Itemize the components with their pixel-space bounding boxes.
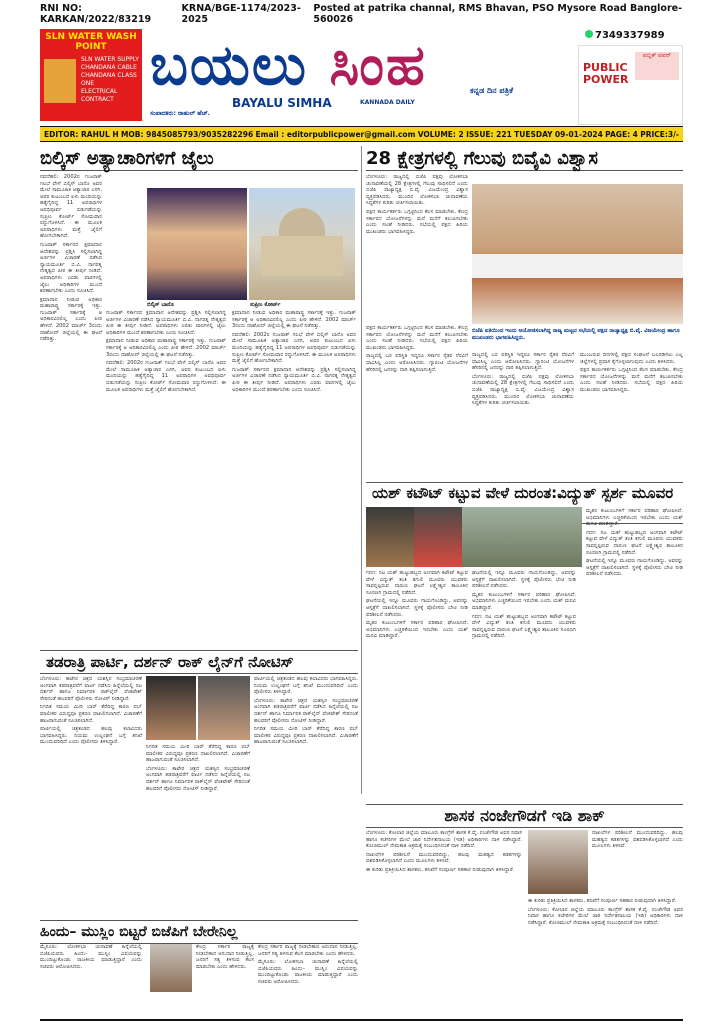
headline-bilkis: ಬಿಲ್ಕಿಸ್ ಅತ್ಯಾಚಾರಿಗಳಿಗೆ ಜೈಲು	[40, 148, 358, 171]
krna-number: KRNA/BGE-1174/2023-2025	[181, 3, 301, 25]
article-party-col3: ಪಾರ್ಟಿಯಲ್ಲಿ ಚಿತ್ರತಂಡದ ಹಲವು ಕಲಾವಿದರು ಭಾಗವಹಿಸಿದ್ದರು. ನಿಯಮ ಉಲ್ಲಂಘನೆ ಬಗ್ಗೆ ತನಿಖೆ ಮುಂದುವರಿದಿದೆ ಎಂದು ಪೊಲೀಸರು ತಿಳಿಸಿದ್ದಾರೆ. ಬೆಂಗಳೂರು: ಕಾಟೇರ ಚಿತ್ರದ ಯಶಸ್ಸಿನ ಸಂಭ್ರಮಾಚರಣೆ ಅಂಗವಾಗಿ ತಡರಾತ್ರಿವರೆಗೆ ಪಾರ್ಟಿ ನಡೆಸಿದ ಹಿನ್ನೆಲೆಯಲ್ಲಿ ನಟ ದರ್ಶನ್ ಹಾಗೂ ನಿರ್ಮಾಪಕ ರಾಕ್‌ಲೈನ್ ವೆಂಕಟೇಶ್ ಸೇರಿದಂತೆ ಹಲವರಿಗೆ ಪೊಲೀಸರು ನೋಟಿಸ್ ನೀಡಿದ್ದಾರೆ. ನಿಗದಿತ ಸಮಯ ಮೀರಿ ಬಾರ್ ತೆರೆದಿದ್ದ ಕಾರಣ ಪಬ್ ಮಾಲೀಕರ ವಿರುದ್ಧವೂ ಪ್ರಕರಣ ದಾಖಲಿಸಲಾಗಿದೆ. ವಿಚಾರಣೆಗೆ ಹಾಜರಾಗುವಂತೆ ಸೂಚಿಸಲಾಗಿದೆ.	[254, 676, 358, 746]
mobile-number: MOB: 9845085793/9035282296	[120, 129, 254, 139]
kannada-daily-tag: KANNADA DAILY	[360, 99, 415, 106]
ad-badge: ಪಬ್ಲಿಕ್ ಪವರ್	[635, 52, 679, 80]
bilkis-photo	[147, 188, 247, 300]
weekday: TUESDAY	[514, 129, 553, 139]
article-shock-col2: ದಾಖಲೆಗಳ ಪರಿಶೀಲನೆ ಮುಂದುವರಿದಿದ್ದು, ಹಲವು ಮಹತ್ವದ ಕಡತಗಳನ್ನು ವಶಪಡಿಸಿಕೊಳ್ಳಲಾಗಿದೆ ಎಂದು ಮೂಲಗಳು ತಿಳಿಸಿವೆ.	[592, 830, 683, 850]
caption-court: ಸುಪ್ರೀಂ ಕೋರ್ಟ್	[250, 302, 281, 308]
rockline-photo	[198, 676, 250, 740]
article-vote-col2: ಪಕ್ಷದ ಕಾರ್ಯಕರ್ತರು ಒಗ್ಗಟ್ಟಿನಿಂದ ಕೆಲಸ ಮಾಡಬೇಕು. ಕೇಂದ್ರ ಸರ್ಕಾರದ ಯೋಜನೆಗಳನ್ನು ಮನೆ ಮನೆಗೆ ತಲುಪಿಸಬೇಕು ಎಂದು ಸಲಹೆ ನೀಡಿದರು. ಸಭೆಯಲ್ಲಿ ಪಕ್ಷದ ಹಿರಿಯ ಮುಖಂಡರು ಭಾಗವಹಿಸಿದ್ದರು. ರಾಜ್ಯದಲ್ಲಿ ಬರ ಪರಿಸ್ಥಿತಿ ಇದ್ದರೂ ಸರ್ಕಾರ ರೈತರ ನೆರವಿಗೆ ಧಾವಿಸಿಲ್ಲ ಎಂದು ಆರೋಪಿಸಿದರು. ಗ್ಯಾರಂಟಿ ಯೋಜನೆಗಳ ಹೆಸರಿನಲ್ಲಿ ಜನರನ್ನು ದಾರಿ ತಪ್ಪಿಸಲಾಗುತ್ತಿದೆ.	[366, 325, 468, 373]
article-electric-col3: ಮೃತರ ಕುಟುಂಬಗಳಿಗೆ ಸರ್ಕಾರ ಪರಿಹಾರ ಘೋಷಿಸಿದೆ. ಅಭಿಮಾನಿಗಳು ಎಚ್ಚರಿಕೆಯಿಂದ ಇರಬೇಕು ಎಂದು ಯಶ್ ಮನವಿ ಮಾಡಿದ್ದಾರೆ. ಗದಗ: ನಟ ಯಶ್ ಹುಟ್ಟುಹಬ್ಬದ ಅಂಗವಾಗಿ ಕಟೌಟ್ ಕಟ್ಟುವ ವೇಳೆ ವಿದ್ಯುತ್ ತಂತಿ ತಗುಲಿ ಮೂವರು ಯುವಕರು ಸಾವನ್ನಪ್ಪಿರುವ ದಾರುಣ ಘಟನೆ ಲಕ್ಷ್ಮೇಶ್ವರ ತಾಲೂಕಿನ ಸೂರಣಗಿ ಗ್ರಾಮದಲ್ಲಿ ನಡೆದಿದೆ. ಘಟನೆಯಲ್ಲಿ ಇನ್ನೂ ಮೂವರು ಗಾಯಗೊಂಡಿದ್ದು, ಅವರನ್ನು ಆಸ್ಪತ್ರೆಗೆ ದಾಖಲಿಸಲಾಗಿದೆ. ಸ್ಥಳಕ್ಕೆ ಪೊಲೀಸರು ಭೇಟಿ ನೀಡಿ ಪರಿಶೀಲನೆ ನಡೆಸಿದರು.	[586, 508, 683, 578]
headline-hindu: ಹಿಂದು– ಮುಸ್ಲಿಂ ಬಿಟ್ಟರೆ ಬಿಜೆಪಿಗೆ ಬೇರೇನಿಲ್ಲ	[40, 920, 358, 944]
article-bilkis-col3: ಕ್ಷಮಾದಾನ ನೀಡುವ ಅಧಿಕಾರ ಮಹಾರಾಷ್ಟ್ರ ಸರ್ಕಾರಕ್ಕೆ ಇತ್ತು. ಗುಜರಾತ್ ಸರ್ಕಾರಕ್ಕೆ ಆ ಅಧಿಕಾರವಿರಲಿಲ್ಲ ಎಂದು ಪೀಠ ಹೇಳಿದೆ. 2002 ಮಾರ್ಚ್ 3ರಂದು ದಾಹೋದ್ ಜಿಲ್ಲೆಯಲ್ಲಿ ಈ ಘಟನೆ ನಡೆದಿತ್ತು. ನವದೆಹಲಿ: 2002ರ ಗುಜರಾತ್ ಗಲಭೆ ವೇಳೆ ಬಿಲ್ಕಿಸ್ ಬಾನೊ ಅವರ ಮೇಲೆ ಸಾಮೂಹಿಕ ಅತ್ಯಾಚಾರ ಎಸಗಿ, ಅವರ ಕುಟುಂಬದ ಏಳು ಮಂದಿಯನ್ನು ಹತ್ಯೆಗೈದಿದ್ದ 11 ಅಪರಾಧಿಗಳ ಅವಧಿಪೂರ್ವ ಬಿಡುಗಡೆಯನ್ನು ಸುಪ್ರೀಂ ಕೋರ್ಟ್ ಸೋಮವಾರ ರದ್ದುಗೊಳಿಸಿದೆ. ಈ ಮೂಲಕ ಅಪರಾಧಿಗಳು ಮತ್ತೆ ಜೈಲಿಗೆ ಹೋಗಬೇಕಾಗಿದೆ. ಗುಜರಾತ್ ಸರ್ಕಾರದ ಕ್ಷಮಾದಾನ ಆದೇಶವನ್ನು ಪ್ರಶ್ನಿಸಿ ಸಲ್ಲಿಸಲಾಗಿದ್ದ ಅರ್ಜಿಗಳ ವಿಚಾರಣೆ ನಡೆಸಿದ ನ್ಯಾಯಮೂರ್ತಿ ಬಿ.ವಿ. ನಾಗರತ್ನ ನೇತೃತ್ವದ ಪೀಠ ಈ ತೀರ್ಪು ನೀಡಿದೆ. ಅಪರಾಧಿಗಳು ಎರಡು ವಾರಗಳಲ್ಲಿ ಜೈಲು ಅಧಿಕಾರಿಗಳ ಮುಂದೆ ಶರಣಾಗಬೇಕು ಎಂದು ಸೂಚಿಸಿದೆ.	[232, 310, 356, 393]
caption-vote: ಬಿಜೆಪಿ ವತಿಯಿಂದ ಇಂದು ಆಯೋಜಿಸಲಾಗಿದ್ದ ರಾಜ್ಯ ಮಟ್ಟದ ಸಭೆಯಲ್ಲಿ ಪಕ್ಷದ ರಾಜ್ಯಾಧ್ಯಕ್ಷ ಬಿ.ವೈ. ವಿಜಯೇಂದ್ರ ಹಾಗೂ ಮುಖಂಡರು ಭಾಗವಹಿಸಿದ್ದರು.	[472, 328, 680, 341]
page-number: PAGE: 4	[605, 129, 638, 139]
headline-party: ತಡರಾತ್ರಿ ಪಾರ್ಟಿ, ದರ್ಶನ್ ರಾಕ್ ಲೈನ್‌ಗೆ ನೋಟಿಸ್	[40, 650, 358, 674]
article-bilkis-col2: ಗುಜರಾತ್ ಸರ್ಕಾರದ ಕ್ಷಮಾದಾನ ಆದೇಶವನ್ನು ಪ್ರಶ್ನಿಸಿ ಸಲ್ಲಿಸಲಾಗಿದ್ದ ಅರ್ಜಿಗಳ ವಿಚಾರಣೆ ನಡೆಸಿದ ನ್ಯಾಯಮೂರ್ತಿ ಬಿ.ವಿ. ನಾಗರತ್ನ ನೇತೃತ್ವದ ಪೀಠ ಈ ತೀರ್ಪು ನೀಡಿದೆ. ಅಪರಾಧಿಗಳು ಎರಡು ವಾರಗಳಲ್ಲಿ ಜೈಲು ಅಧಿಕಾರಿಗಳ ಮುಂದೆ ಶರಣಾಗಬೇಕು ಎಂದು ಸೂಚಿಸಿದೆ. ಕ್ಷಮಾದಾನ ನೀಡುವ ಅಧಿಕಾರ ಮಹಾರಾಷ್ಟ್ರ ಸರ್ಕಾರಕ್ಕೆ ಇತ್ತು. ಗುಜರಾತ್ ಸರ್ಕಾರಕ್ಕೆ ಆ ಅಧಿಕಾರವಿರಲಿಲ್ಲ ಎಂದು ಪೀಠ ಹೇಳಿದೆ. 2002 ಮಾರ್ಚ್ 3ರಂದು ದಾಹೋದ್ ಜಿಲ್ಲೆಯಲ್ಲಿ ಈ ಘಟನೆ ನಡೆದಿತ್ತು. ನವದೆಹಲಿ: 2002ರ ಗುಜರಾತ್ ಗಲಭೆ ವೇಳೆ ಬಿಲ್ಕಿಸ್ ಬಾನೊ ಅವರ ಮೇಲೆ ಸಾಮೂಹಿಕ ಅತ್ಯಾಚಾರ ಎಸಗಿ, ಅವರ ಕುಟುಂಬದ ಏಳು ಮಂದಿಯನ್ನು ಹತ್ಯೆಗೈದಿದ್ದ 11 ಅಪರಾಧಿಗಳ ಅವಧಿಪೂರ್ವ ಬಿಡುಗಡೆಯನ್ನು ಸುಪ್ರೀಂ ಕೋರ್ಟ್ ಸೋಮವಾರ ರದ್ದುಗೊಳಿಸಿದೆ. ಈ ಮೂಲಕ ಅಪರಾಧಿಗಳು ಮತ್ತೆ ಜೈಲಿಗೆ ಹೋಗಬೇಕಾಗಿದೆ.	[106, 310, 226, 393]
date: 09-01-2024	[554, 129, 603, 139]
accident-site-photo	[462, 507, 582, 567]
headline-shock: ಶಾಸಕ ನಂಜೇಗೌಡಗೆ ಇಡಿ ಶಾಕ್	[366, 804, 683, 828]
ad-services-list	[81, 56, 139, 104]
article-vote-col3: ರಾಜ್ಯದಲ್ಲಿ ಬರ ಪರಿಸ್ಥಿತಿ ಇದ್ದರೂ ಸರ್ಕಾರ ರೈತರ ನೆರವಿಗೆ ಧಾವಿಸಿಲ್ಲ ಎಂದು ಆರೋಪಿಸಿದರು. ಗ್ಯಾರಂಟಿ ಯೋಜನೆಗಳ ಹೆಸರಿನಲ್ಲಿ ಜನರನ್ನು ದಾರಿ ತಪ್ಪಿಸಲಾಗುತ್ತಿದೆ. ಬೆಂಗಳೂರು: ರಾಜ್ಯದಲ್ಲಿ ಬಿಜೆಪಿ ಪಕ್ಷವು ಲೋಕಸಭಾ ಚುನಾವಣೆಯಲ್ಲಿ 28 ಕ್ಷೇತ್ರಗಳಲ್ಲಿ ಗೆಲುವು ಸಾಧಿಸಲಿದೆ ಎಂದು ಬಿಜೆಪಿ ರಾಜ್ಯಾಧ್ಯಕ್ಷ ಬಿ.ವೈ. ವಿಜಯೇಂದ್ರ ವಿಶ್ವಾಸ ವ್ಯಕ್ತಪಡಿಸಿದರು. ಮುಂದಿನ ಲೋಕಸಭಾ ಚುನಾವಣೆಯ ಸಿದ್ಧತೆಗಳ ಕುರಿತು ಚರ್ಚಿಸಲಾಯಿತು.	[472, 352, 574, 407]
advertisement-left	[40, 29, 142, 121]
article-party-col1: ಬೆಂಗಳೂರು: ಕಾಟೇರ ಚಿತ್ರದ ಯಶಸ್ಸಿನ ಸಂಭ್ರಮಾಚರಣೆ ಅಂಗವಾಗಿ ತಡರಾತ್ರಿವರೆಗೆ ಪಾರ್ಟಿ ನಡೆಸಿದ ಹಿನ್ನೆಲೆಯಲ್ಲಿ ನಟ ದರ್ಶನ್ ಹಾಗೂ ನಿರ್ಮಾಪಕ ರಾಕ್‌ಲೈನ್ ವೆಂಕಟೇಶ್ ಸೇರಿದಂತೆ ಹಲವರಿಗೆ ಪೊಲೀಸರು ನೋಟಿಸ್ ನೀಡಿದ್ದಾರೆ. ನಿಗದಿತ ಸಮಯ ಮೀರಿ ಬಾರ್ ತೆರೆದಿದ್ದ ಕಾರಣ ಪಬ್ ಮಾಲೀಕರ ವಿರುದ್ಧವೂ ಪ್ರಕರಣ ದಾಖಲಿಸಲಾಗಿದೆ. ವಿಚಾರಣೆಗೆ ಹಾಜರಾಗುವಂತೆ ಸೂಚಿಸಲಾಗಿದೆ. ಪಾರ್ಟಿಯಲ್ಲಿ ಚಿತ್ರತಂಡದ ಹಲವು ಕಲಾವಿದರು ಭಾಗವಹಿಸಿದ್ದರು. ನಿಯಮ ಉಲ್ಲಂಘನೆ ಬಗ್ಗೆ ತನಿಖೆ ಮುಂದುವರಿದಿದೆ ಎಂದು ಪೊಲೀಸರು ತಿಳಿಸಿದ್ದಾರೆ.	[40, 676, 142, 746]
article-shock-col3: ಈ ಕುರಿತು ಪ್ರತಿಕ್ರಿಯಿಸಿದ ಶಾಸಕರು, ತನಿಖೆಗೆ ಸಂಪೂರ್ಣ ಸಹಕಾರ ನೀಡುವುದಾಗಿ ತಿಳಿಸಿದ್ದಾರೆ. ಬೆಂಗಳೂರು: ಕೋಲಾರ ಜಿಲ್ಲೆಯ ಮಾಲೂರು ಕಾಂಗ್ರೆಸ್ ಶಾಸಕ ಕೆ.ವೈ. ನಂಜೇಗೌಡ ಅವರ ನಿವಾಸ ಹಾಗೂ ಕಚೇರಿಗಳ ಮೇಲೆ ಜಾರಿ ನಿರ್ದೇಶನಾಲಯ (ಇಡಿ) ಅಧಿಕಾರಿಗಳು ದಾಳಿ ನಡೆಸಿದ್ದಾರೆ. ಕೋಚಿಮುಲ್ ನೇಮಕಾತಿ ಅಕ್ರಮಕ್ಕೆ ಸಂಬಂಧಿಸಿದಂತೆ ದಾಳಿ ನಡೆದಿದೆ.	[528, 898, 683, 926]
article-bilkis-col1: ನವದೆಹಲಿ: 2002ರ ಗುಜರಾತ್ ಗಲಭೆ ವೇಳೆ ಬಿಲ್ಕಿಸ್ ಬಾನೊ ಅವರ ಮೇಲೆ ಸಾಮೂಹಿಕ ಅತ್ಯಾಚಾರ ಎಸಗಿ, ಅವರ ಕುಟುಂಬದ ಏಳು ಮಂದಿಯನ್ನು ಹತ್ಯೆಗೈದಿದ್ದ 11 ಅಪರಾಧಿಗಳ ಅವಧಿಪೂರ್ವ ಬಿಡುಗಡೆಯನ್ನು ಸುಪ್ರೀಂ ಕೋರ್ಟ್ ಸೋಮವಾರ ರದ್ದುಗೊಳಿಸಿದೆ. ಈ ಮೂಲಕ ಅಪರಾಧಿಗಳು ಮತ್ತೆ ಜೈಲಿಗೆ ಹೋಗಬೇಕಾಗಿದೆ. ಗುಜರಾತ್ ಸರ್ಕಾರದ ಕ್ಷಮಾದಾನ ಆದೇಶವನ್ನು ಪ್ರಶ್ನಿಸಿ ಸಲ್ಲಿಸಲಾಗಿದ್ದ ಅರ್ಜಿಗಳ ವಿಚಾರಣೆ ನಡೆಸಿದ ನ್ಯಾಯಮೂರ್ತಿ ಬಿ.ವಿ. ನಾಗರತ್ನ ನೇತೃತ್ವದ ಪೀಠ ಈ ತೀರ್ಪು ನೀಡಿದೆ. ಅಪರಾಧಿಗಳು ಎರಡು ವಾರಗಳಲ್ಲಿ ಜೈಲು ಅಧಿಕಾರಿಗಳ ಮುಂದೆ ಶರಣಾಗಬೇಕು ಎಂದು ಸೂಚಿಸಿದೆ. ಕ್ಷಮಾದಾನ ನೀಡುವ ಅಧಿಕಾರ ಮಹಾರಾಷ್ಟ್ರ ಸರ್ಕಾರಕ್ಕೆ ಇತ್ತು. ಗುಜರಾತ್ ಸರ್ಕಾರಕ್ಕೆ ಆ ಅಧಿಕಾರವಿರಲಿಲ್ಲ ಎಂದು ಪೀಠ ಹೇಳಿದೆ. 2002 ಮಾರ್ಚ್ 3ರಂದು ದಾಹೋದ್ ಜಿಲ್ಲೆಯಲ್ಲಿ ಈ ಘಟನೆ ನಡೆದಿತ್ತು.	[40, 174, 102, 343]
title-part-2: ಸಿಂಹ	[329, 33, 427, 98]
minister-photo	[150, 944, 192, 992]
whatsapp-icon	[585, 30, 593, 38]
editor-kannada: ಸಂಪಾದಕರು: ರಾಹುಲ್ ಹೆಚ್.	[150, 110, 210, 117]
article-vote-col1: ಬೆಂಗಳೂರು: ರಾಜ್ಯದಲ್ಲಿ ಬಿಜೆಪಿ ಪಕ್ಷವು ಲೋಕಸಭಾ ಚುನಾವಣೆಯಲ್ಲಿ 28 ಕ್ಷೇತ್ರಗಳಲ್ಲಿ ಗೆಲುವು ಸಾಧಿಸಲಿದೆ ಎಂದು ಬಿಜೆಪಿ ರಾಜ್ಯಾಧ್ಯಕ್ಷ ಬಿ.ವೈ. ವಿಜಯೇಂದ್ರ ವಿಶ್ವಾಸ ವ್ಯಕ್ತಪಡಿಸಿದರು. ಮುಂದಿನ ಲೋಕಸಭಾ ಚುನಾವಣೆಯ ಸಿದ್ಧತೆಗಳ ಕುರಿತು ಚರ್ಚಿಸಲಾಯಿತು. ಪಕ್ಷದ ಕಾರ್ಯಕರ್ತರು ಒಗ್ಗಟ್ಟಿನಿಂದ ಕೆಲಸ ಮಾಡಬೇಕು. ಕೇಂದ್ರ ಸರ್ಕಾರದ ಯೋಜನೆಗಳನ್ನು ಮನೆ ಮನೆಗೆ ತಲುಪಿಸಬೇಕು ಎಂದು ಸಲಹೆ ನೀಡಿದರು. ಸಭೆಯಲ್ಲಿ ಪಕ್ಷದ ಹಿರಿಯ ಮುಖಂಡರು ಭಾಗವಹಿಸಿದ್ದರು.	[366, 174, 468, 235]
bottom-rule	[40, 1019, 683, 1021]
registration-line	[0, 0, 723, 28]
supreme-court-photo	[249, 188, 355, 300]
headline-vote: 28 ಕ್ಷೇತ್ರಗಳಲ್ಲಿ ಗೆಲುವು ಬಿವೈವಿ ವಿಶ್ವಾಸ	[366, 148, 683, 171]
article-electric-col2: ಘಟನೆಯಲ್ಲಿ ಇನ್ನೂ ಮೂವರು ಗಾಯಗೊಂಡಿದ್ದು, ಅವರನ್ನು ಆಸ್ಪತ್ರೆಗೆ ದಾಖಲಿಸಲಾಗಿದೆ. ಸ್ಥಳಕ್ಕೆ ಪೊಲೀಸರು ಭೇಟಿ ನೀಡಿ ಪರಿಶೀಲನೆ ನಡೆಸಿದರು. ಮೃತರ ಕುಟುಂಬಗಳಿಗೆ ಸರ್ಕಾರ ಪರಿಹಾರ ಘೋಷಿಸಿದೆ. ಅಭಿಮಾನಿಗಳು ಎಚ್ಚರಿಕೆಯಿಂದ ಇರಬೇಕು ಎಂದು ಯಶ್ ಮನವಿ ಮಾಡಿದ್ದಾರೆ. ಗದಗ: ನಟ ಯಶ್ ಹುಟ್ಟುಹಬ್ಬದ ಅಂಗವಾಗಿ ಕಟೌಟ್ ಕಟ್ಟುವ ವೇಳೆ ವಿದ್ಯುತ್ ತಂತಿ ತಗುಲಿ ಮೂವರು ಯುವಕರು ಸಾವನ್ನಪ್ಪಿರುವ ದಾರುಣ ಘಟನೆ ಲಕ್ಷ್ಮೇಶ್ವರ ತಾಲೂಕಿನ ಸೂರಣಗಿ ಗ್ರಾಮದಲ್ಲಿ ನಡೆದಿದೆ.	[472, 570, 576, 640]
victim-photo-2	[414, 507, 462, 567]
caption-bilkis: ಬಿಲ್ಕಿಸ್ ಬಾನೊ	[147, 302, 174, 308]
ad-title: SLN WATER WASH	[45, 32, 137, 42]
article-hindu-col2: ಕೇಂದ್ರ ಸರ್ಕಾರ ರಾಜ್ಯಕ್ಕೆ ನೀಡಬೇಕಾದ ಅನುದಾನ ನೀಡುತ್ತಿಲ್ಲ. ಜನರಿಗೆ ಸತ್ಯ ತಿಳಿಸುವ ಕೆಲಸ ಮಾಡಬೇಕು ಎಂದು ಹೇಳಿದರು.	[196, 944, 254, 970]
ad-service-item: CHANDANA CLASS ONE	[81, 72, 137, 87]
article-shock-col1: ಬೆಂಗಳೂರು: ಕೋಲಾರ ಜಿಲ್ಲೆಯ ಮಾಲೂರು ಕಾಂಗ್ರೆಸ್ ಶಾಸಕ ಕೆ.ವೈ. ನಂಜೇಗೌಡ ಅವರ ನಿವಾಸ ಹಾಗೂ ಕಚೇರಿಗಳ ಮೇಲೆ ಜಾರಿ ನಿರ್ದೇಶನಾಲಯ (ಇಡಿ) ಅಧಿಕಾರಿಗಳು ದಾಳಿ ನಡೆಸಿದ್ದಾರೆ. ಕೋಚಿಮುಲ್ ನೇಮಕಾತಿ ಅಕ್ರಮಕ್ಕೆ ಸಂಬಂಧಿಸಿದಂತೆ ದಾಳಿ ನಡೆದಿದೆ. ದಾಖಲೆಗಳ ಪರಿಶೀಲನೆ ಮುಂದುವರಿದಿದ್ದು, ಹಲವು ಮಹತ್ವದ ಕಡತಗಳನ್ನು ವಶಪಡಿಸಿಕೊಳ್ಳಲಾಗಿದೆ ಎಂದು ಮೂಲಗಳು ತಿಳಿಸಿವೆ. ಈ ಕುರಿತು ಪ್ರತಿಕ್ರಿಯಿಸಿದ ಶಾಸಕರು, ತನಿಖೆಗೆ ಸಂಪೂರ್ಣ ಸಹಕಾರ ನೀಡುವುದಾಗಿ ತಿಳಿಸಿದ್ದಾರೆ.	[366, 830, 522, 873]
article-vote-col4: ಮುಂಬರುವ ದಿನಗಳಲ್ಲಿ ಪಕ್ಷದ ಸಂಘಟನೆ ಬಲಪಡಿಸಲು ಎಲ್ಲ ಜಿಲ್ಲೆಗಳಲ್ಲಿ ಪ್ರವಾಸ ಕೈಗೊಳ್ಳಲಾಗುವುದು ಎಂದು ತಿಳಿಸಿದರು. ಪಕ್ಷದ ಕಾರ್ಯಕರ್ತರು ಒಗ್ಗಟ್ಟಿನಿಂದ ಕೆಲಸ ಮಾಡಬೇಕು. ಕೇಂದ್ರ ಸರ್ಕಾರದ ಯೋಜನೆಗಳನ್ನು ಮನೆ ಮನೆಗೆ ತಲುಪಿಸಬೇಕು ಎಂದು ಸಲಹೆ ನೀಡಿದರು. ಸಭೆಯಲ್ಲಿ ಪಕ್ಷದ ಹಿರಿಯ ಮುಖಂಡರು ಭಾಗವಹಿಸಿದ್ದರು.	[580, 352, 683, 393]
bjp-meeting-photo	[472, 184, 683, 324]
headline-electric: ಯಶ್ ಕಟೌಟ್ ಕಟ್ಟುವ ವೇಳೆ ದುರಂತ:ವಿದ್ಯುತ್ ಸ್ಪರ್ಶ ಮೂವರ	[366, 482, 683, 524]
ad-person-photo	[44, 59, 76, 103]
ad-service-item: CHANDANA CABLE	[81, 64, 137, 71]
ad-service-item: ELECTRICAL CONTRACT	[81, 88, 118, 103]
ad-service-item: SLN WATER SUPPLY	[81, 56, 139, 63]
victim-photo-1	[366, 507, 414, 567]
article-hindu-col1: ಮೈಸೂರು: ಲೋಕಸಭಾ ಚುನಾವಣೆ ಹಿನ್ನೆಲೆಯಲ್ಲಿ ಬಿಜೆಪಿಯವರು ಹಿಂದು– ಮುಸ್ಲಿಂ ವಿಷಯವನ್ನು ಮುಂದಿಟ್ಟುಕೊಂಡು ರಾಜಕೀಯ ಮಾಡುತ್ತಿದ್ದಾರೆ ಎಂದು ಸಚಿವರು ಆರೋಪಿಸಿದರು.	[40, 944, 142, 970]
editor-name: EDITOR: RAHUL H	[44, 129, 119, 139]
issue: ISSUE: 221	[466, 129, 512, 139]
ad-title-2: POINT	[75, 42, 107, 52]
public-power-logo: PUBLIC POWER	[583, 61, 629, 86]
article-party-col2: ನಿಗದಿತ ಸಮಯ ಮೀರಿ ಬಾರ್ ತೆರೆದಿದ್ದ ಕಾರಣ ಪಬ್ ಮಾಲೀಕರ ವಿರುದ್ಧವೂ ಪ್ರಕರಣ ದಾಖಲಿಸಲಾಗಿದೆ. ವಿಚಾರಣೆಗೆ ಹಾಜರಾಗುವಂತೆ ಸೂಚಿಸಲಾಗಿದೆ. ಬೆಂಗಳೂರು: ಕಾಟೇರ ಚಿತ್ರದ ಯಶಸ್ಸಿನ ಸಂಭ್ರಮಾಚರಣೆ ಅಂಗವಾಗಿ ತಡರಾತ್ರಿವರೆಗೆ ಪಾರ್ಟಿ ನಡೆಸಿದ ಹಿನ್ನೆಲೆಯಲ್ಲಿ ನಟ ದರ್ಶನ್ ಹಾಗೂ ನಿರ್ಮಾಪಕ ರಾಕ್‌ಲೈನ್ ವೆಂಕಟೇಶ್ ಸೇರಿದಂತೆ ಹಲವರಿಗೆ ಪೊಲೀಸರು ನೋಟಿಸ್ ನೀಡಿದ್ದಾರೆ.	[146, 744, 250, 792]
price: PRICE:3/-	[640, 129, 679, 139]
title-part-1: ಬಯಲು	[150, 33, 308, 98]
darshan-photo	[146, 676, 196, 740]
volume: VOLUME: 2	[417, 129, 464, 139]
english-title: BAYALU SIMHA	[232, 96, 332, 110]
mla-nanjegowda-photo	[528, 830, 588, 894]
email: Email : editorpublicpower@gmail.com	[255, 129, 416, 139]
article-hindu-col3: ಕೇಂದ್ರ ಸರ್ಕಾರ ರಾಜ್ಯಕ್ಕೆ ನೀಡಬೇಕಾದ ಅನುದಾನ ನೀಡುತ್ತಿಲ್ಲ. ಜನರಿಗೆ ಸತ್ಯ ತಿಳಿಸುವ ಕೆಲಸ ಮಾಡಬೇಕು ಎಂದು ಹೇಳಿದರು. ಮೈಸೂರು: ಲೋಕಸಭಾ ಚುನಾವಣೆ ಹಿನ್ನೆಲೆಯಲ್ಲಿ ಬಿಜೆಪಿಯವರು ಹಿಂದು– ಮುಸ್ಲಿಂ ವಿಷಯವನ್ನು ಮುಂದಿಟ್ಟುಕೊಂಡು ರಾಜಕೀಯ ಮಾಡುತ್ತಿದ್ದಾರೆ ಎಂದು ಸಚಿವರು ಆರೋಪಿಸಿದರು.	[258, 944, 358, 985]
rni-number: RNI NO: KARKAN/2022/83219	[40, 3, 152, 25]
editor-bar	[40, 126, 683, 142]
whatsapp-phone: 7349337989	[585, 30, 665, 41]
advertisement-right	[578, 45, 683, 125]
article-electric-col1: ಗದಗ: ನಟ ಯಶ್ ಹುಟ್ಟುಹಬ್ಬದ ಅಂಗವಾಗಿ ಕಟೌಟ್ ಕಟ್ಟುವ ವೇಳೆ ವಿದ್ಯುತ್ ತಂತಿ ತಗುಲಿ ಮೂವರು ಯುವಕರು ಸಾವನ್ನಪ್ಪಿರುವ ದಾರುಣ ಘಟನೆ ಲಕ್ಷ್ಮೇಶ್ವರ ತಾಲೂಕಿನ ಸೂರಣಗಿ ಗ್ರಾಮದಲ್ಲಿ ನಡೆದಿದೆ. ಘಟನೆಯಲ್ಲಿ ಇನ್ನೂ ಮೂವರು ಗಾಯಗೊಂಡಿದ್ದು, ಅವರನ್ನು ಆಸ್ಪತ್ರೆಗೆ ದಾಖಲಿಸಲಾಗಿದೆ. ಸ್ಥಳಕ್ಕೆ ಪೊಲೀಸರು ಭೇಟಿ ನೀಡಿ ಪರಿಶೀಲನೆ ನಡೆಸಿದರು. ಮೃತರ ಕುಟುಂಬಗಳಿಗೆ ಸರ್ಕಾರ ಪರಿಹಾರ ಘೋಷಿಸಿದೆ. ಅಭಿಮಾನಿಗಳು ಎಚ್ಚರಿಕೆಯಿಂದ ಇರಬೇಕು ಎಂದು ಯಶ್ ಮನವಿ ಮಾಡಿದ್ದಾರೆ.	[366, 570, 468, 640]
kannada-tagline: ಕನ್ನಡ ದಿನ ಪತ್ರಿಕೆ	[470, 86, 514, 95]
posting-info: Posted at patrika channal, RMS Bhavan, PSO Mysore Road Banglore-560026	[313, 3, 683, 25]
column-divider	[361, 146, 362, 794]
